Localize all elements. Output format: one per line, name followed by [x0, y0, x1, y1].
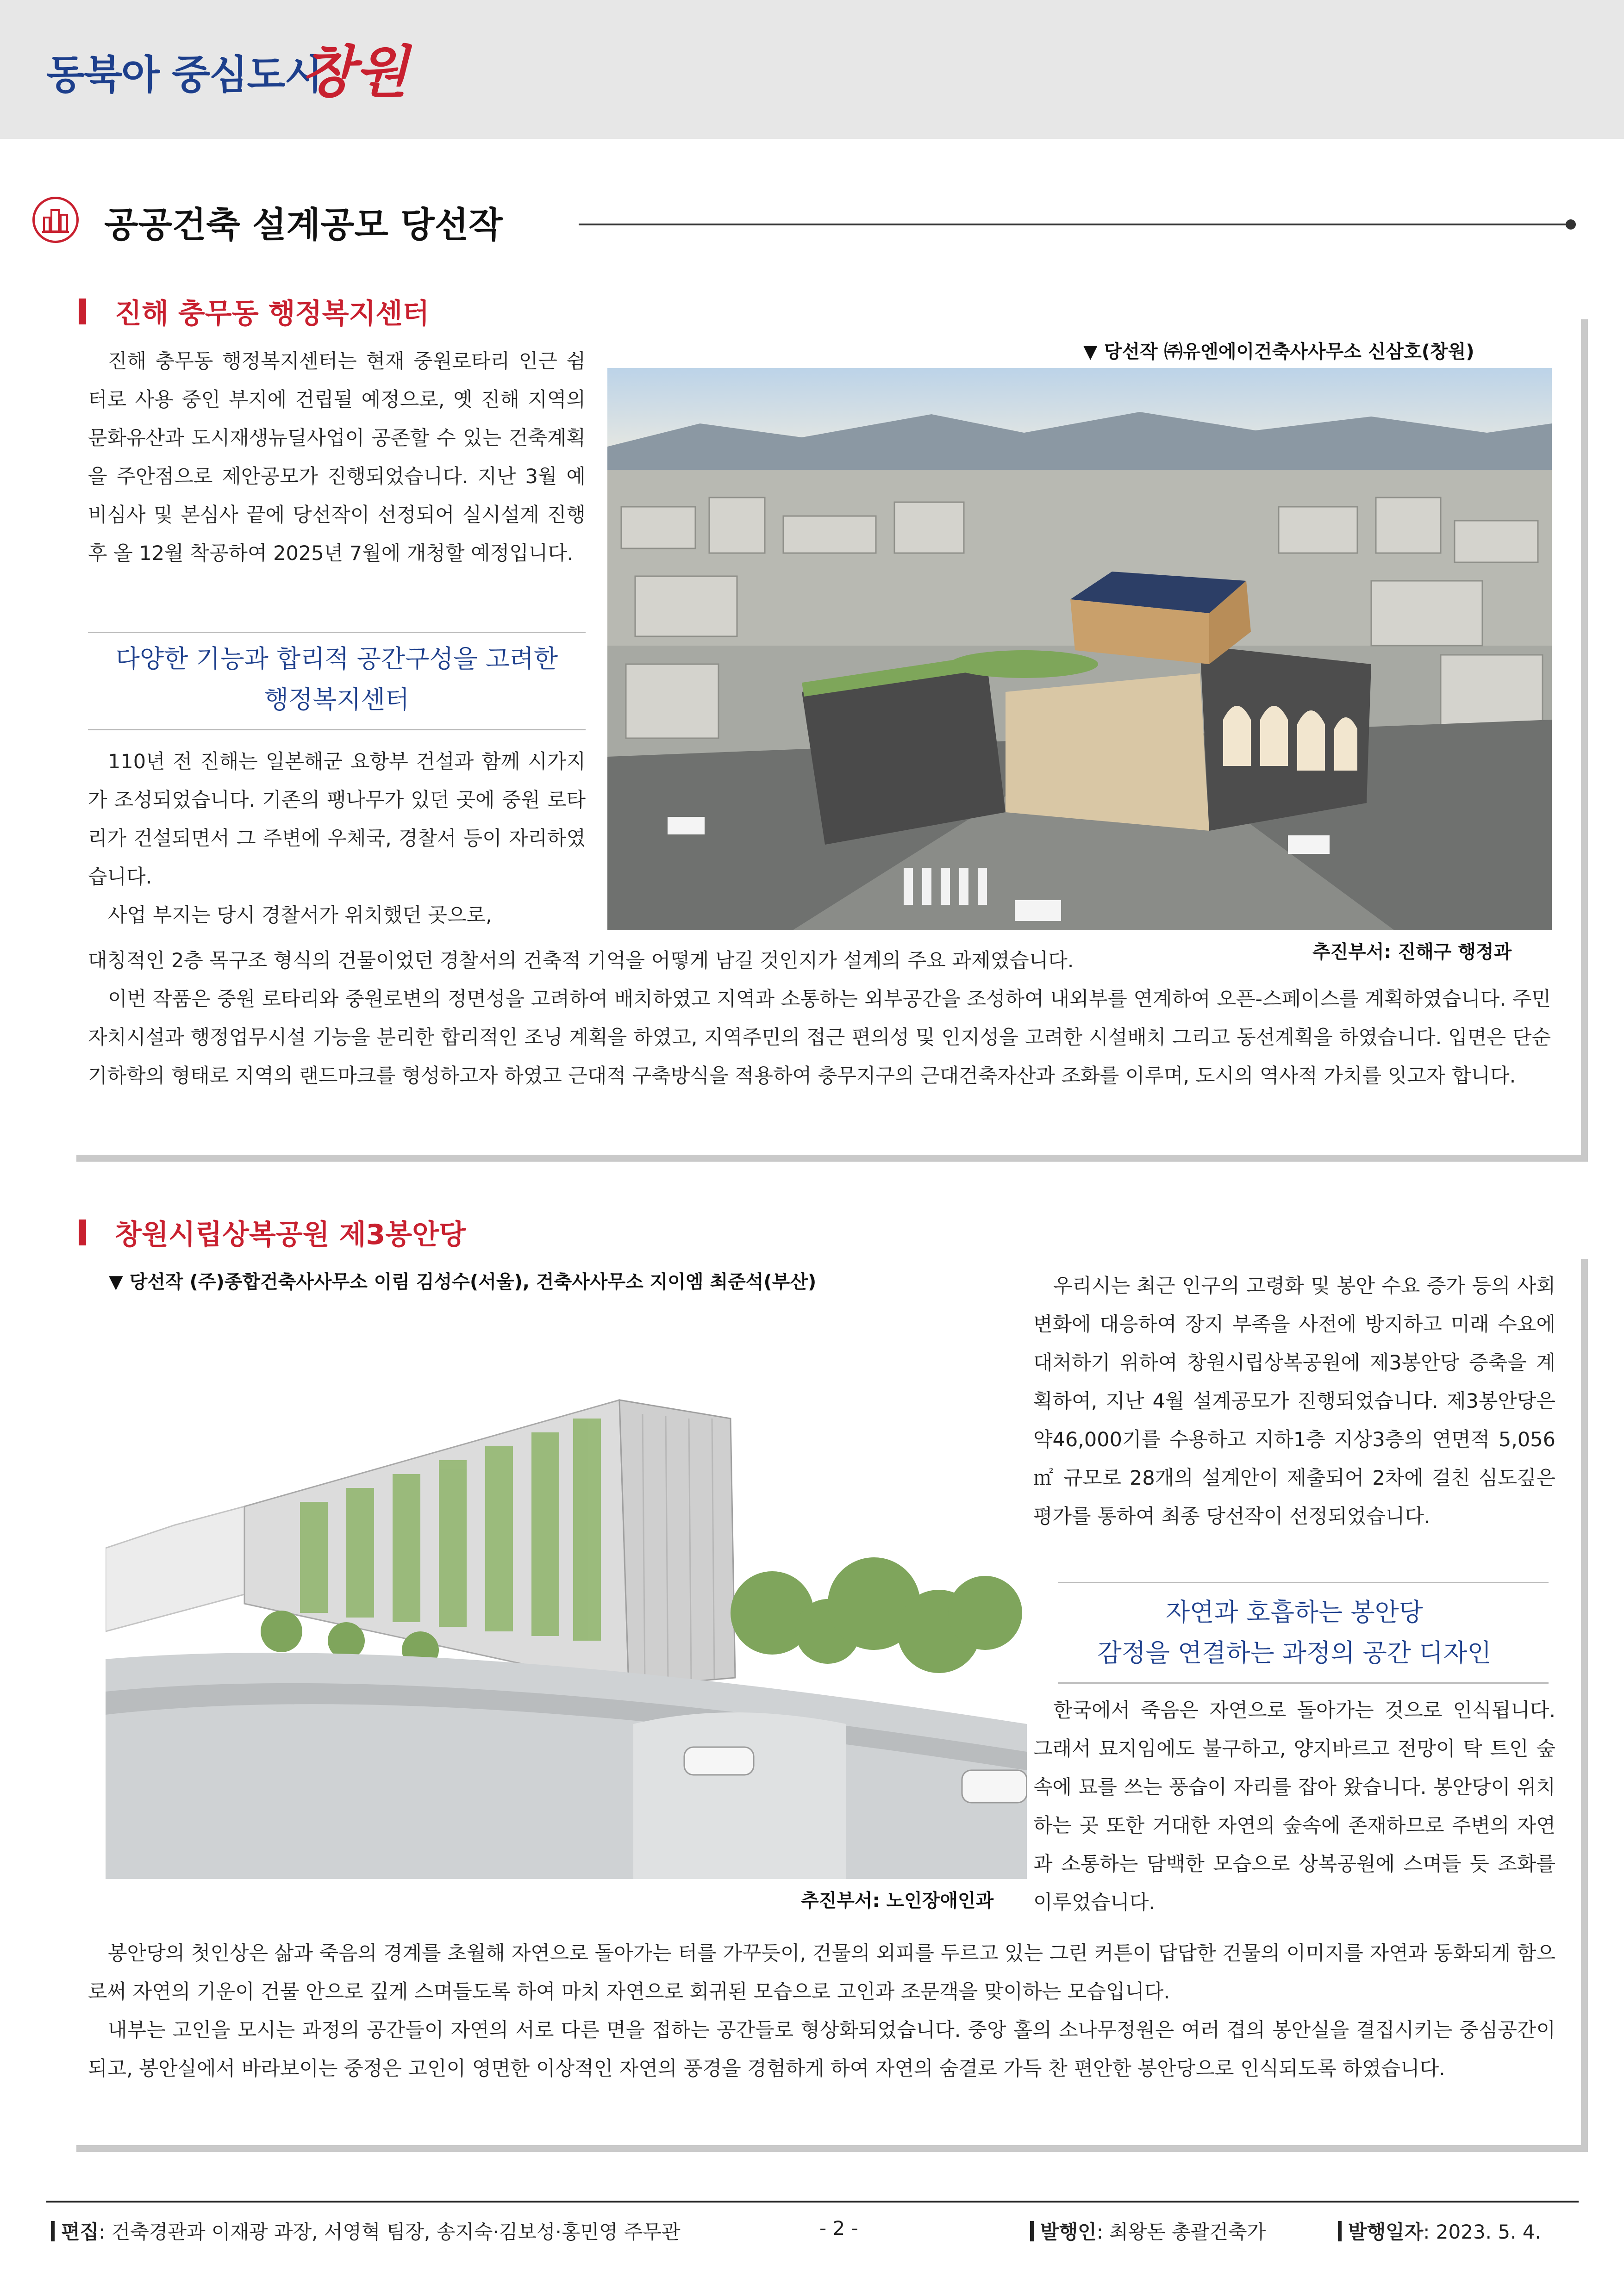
article1-highlight-bottom-line: [88, 729, 586, 730]
brand-script-logo: 창원: [301, 39, 408, 105]
footer-publisher: [1030, 2217, 1266, 2245]
highlight-line-1: 다양한 기능과 합리적 공간구성을 고려한: [115, 644, 558, 673]
article1-dept: 추진부서: 진해구 행정과: [1312, 941, 1512, 963]
highlight-line-1: 자연과 호흡하는 봉안당: [1166, 1598, 1423, 1627]
footer-date: [1338, 2217, 1541, 2245]
article1-rendering-image: [607, 368, 1552, 930]
date-label: 발행일자: [1348, 2221, 1424, 2243]
article1-body-left: [88, 743, 586, 935]
article2-body-full: [88, 1935, 1555, 2088]
article2-intro-text: [1033, 1267, 1555, 1536]
article2-title: 창원시립상복공원 제3봉안당: [115, 1219, 466, 1251]
editor-names: : 건축경관과 이재광 과장, 서영혁 팀장, 송지숙·김보성·홍민영 주무관: [99, 2221, 681, 2243]
section-title: 공공건축 설계공모 당선작: [104, 204, 503, 245]
brand-text: 동북아 중심도시: [46, 52, 322, 98]
article2-title-bar: [79, 1220, 86, 1245]
highlight-line-2: 행정복지센터: [264, 685, 409, 714]
paragraph: 우리시는 최근 인구의 고령화 및 봉안 수요 증가 등의 사회변화에 대응하여 장지 부족을 사전에 방지하고 미래 수요에 대처하기 위하여 창원시립상복공원에 제3봉안당 증축을 계획하여, 지난 4월 설계공모가 진행되었습니다. 제3봉안당은 약46,000기를 수용하고 지하1층 지상3층의 연면적 5,056㎡ 규모로 28개의 설계안이 제출되어 2차에 걸친 심도깊은 평가를 통하여 최종 당선작이 선정되었습니다.: [1033, 1275, 1555, 1528]
article2-highlight-bottom-line: [1058, 1682, 1549, 1684]
article1-caption: ▼ 당선작 ㈜유엔에이건축사사무소 신삼호(창원): [1083, 341, 1474, 362]
publisher-name: : 최왕돈 총괄건축가: [1096, 2221, 1266, 2243]
article1-title: 진해 충무동 행정복지센터: [115, 298, 430, 330]
article2-caption: ▼ 당선작 (주)종합건축사사무소 이림 김성수(서울), 건축사사무소 지이엠 최준석(부산): [109, 1271, 817, 1293]
article2-dept: 추진부서: 노인장애인과: [801, 1890, 994, 1911]
paragraph: 진해 충무동 행정복지센터는 현재 중원로타리 인근 쉼터로 사용 중인 부지에 건립될 예정으로, 옛 진해 지역의 문화유산과 도시재생뉴딜사업이 공존할 수 있는 건축계획을 주안점으로 제안공모가 진행되었습니다. 지난 3월 예비심사 및 본심사 끝에 당선작이 선정되어 실시설계 진행 후 올 12월 착공하여 2025년 7월에 개청할 예정입니다.: [88, 350, 586, 565]
article1-intro-text: [88, 342, 586, 573]
paragraph: 한국에서 죽음은 자연으로 돌아가는 것으로 인식됩니다. 그래서 묘지임에도 불구하고, 양지바르고 전망이 탁 트인 숲속에 묘를 쓰는 풍습이 자리를 잡아 왔습니다. 봉안당이 위치하는 곳 또한 거대한 자연의 숲속에 존재하므로 주변의 자연과 소통하는 담백한 모습으로 상복공원에 스며들 듯 조화를 이루었습니다.: [1033, 1699, 1555, 1914]
building-icon: [32, 197, 79, 243]
publisher-label: 발행인: [1040, 2221, 1097, 2243]
article2-highlight-top-line: [1058, 1582, 1549, 1583]
section-rule-dot: [1566, 219, 1576, 230]
section-rule: [579, 224, 1567, 225]
footer-page-number: - 2 -: [819, 2217, 858, 2240]
article2-body-right: [1033, 1692, 1555, 1922]
article1-title-bar: [79, 299, 86, 324]
article1-body-full: [88, 942, 1551, 1095]
paragraph: 이번 작품은 중원 로타리와 중원로변의 정면성을 고려하여 배치하였고 지역과 소통하는 외부공간을 조성하여 내외부를 연계하여 오픈-스페이스를 계획하였습니다. 주민자치시설과 행정업무시설 기능을 분리한 합리적인 조닝 계획을 하였고, 지역주민의 접근 편의성 및 인지성을 고려한 시설배치 그리고 동선계획을 하였습니다. 입면은 단순 기하학의 형태로 지역의 랜드마크를 형성하고자 하였고 근대적 구축방식을 적용하여 충무지구의 근대건축자산과 조화를 이루며, 도시의 역사적 가치를 잇고자 합니다.: [88, 988, 1551, 1088]
article1-highlight: [88, 639, 586, 720]
paragraph: 사업 부지는 당시 경찰서가 위치했던 곳으로,: [108, 904, 492, 927]
article2-rendering-image: [106, 1307, 1027, 1879]
article1-highlight-top-line: [88, 632, 586, 633]
editor-label: 편집: [61, 2221, 99, 2243]
paragraph: 110년 전 진해는 일본해군 요항부 건설과 함께 시가지가 조성되었습니다. 기존의 팽나무가 있던 곳에 중원 로타리가 건설되면서 그 주변에 우체국, 경찰서 등이 자리하였습니다.: [88, 750, 586, 889]
paragraph: 내부는 고인을 모시는 과정의 공간들이 자연의 서로 다른 면을 접하는 공간들로 형상화되었습니다. 중앙 홀의 소나무정원은 여러 겹의 봉안실을 결집시키는 중심공간이 되고, 봉안실에서 바라보이는 중정은 고인이 영면한 이상적인 자연의 풍경을 경험하게 하여 자연의 숨결로 가득 찬 편안한 봉안당으로 인식되도록 하였습니다.: [88, 2019, 1555, 2080]
highlight-line-2: 감정을 연결하는 과정의 공간 디자인: [1097, 1638, 1492, 1668]
footer-rule: [46, 2201, 1579, 2203]
article2-highlight: [1033, 1592, 1555, 1674]
paragraph: 대칭적인 2층 목구조 형식의 건물이었던 경찰서의 건축적 기억을 어떻게 남길 것인지가 설계의 주요 과제였습니다.: [88, 949, 1074, 972]
paragraph: 봉안당의 첫인상은 삶과 죽음의 경계를 초월해 자연으로 돌아가는 터를 가꾸듯이, 건물의 외피를 두르고 있는 그린 커튼이 답답한 건물의 이미지를 자연과 동화되게 함으로써 자연의 기운이 건물 안으로 깊게 스며들도록 하여 마치 자연으로 회귀된 모습으로 고인과 조문객을 맞이하는 모습입니다.: [88, 1942, 1555, 2004]
footer-editor: [51, 2217, 681, 2245]
publish-date: : 2023. 5. 4.: [1423, 2221, 1541, 2243]
